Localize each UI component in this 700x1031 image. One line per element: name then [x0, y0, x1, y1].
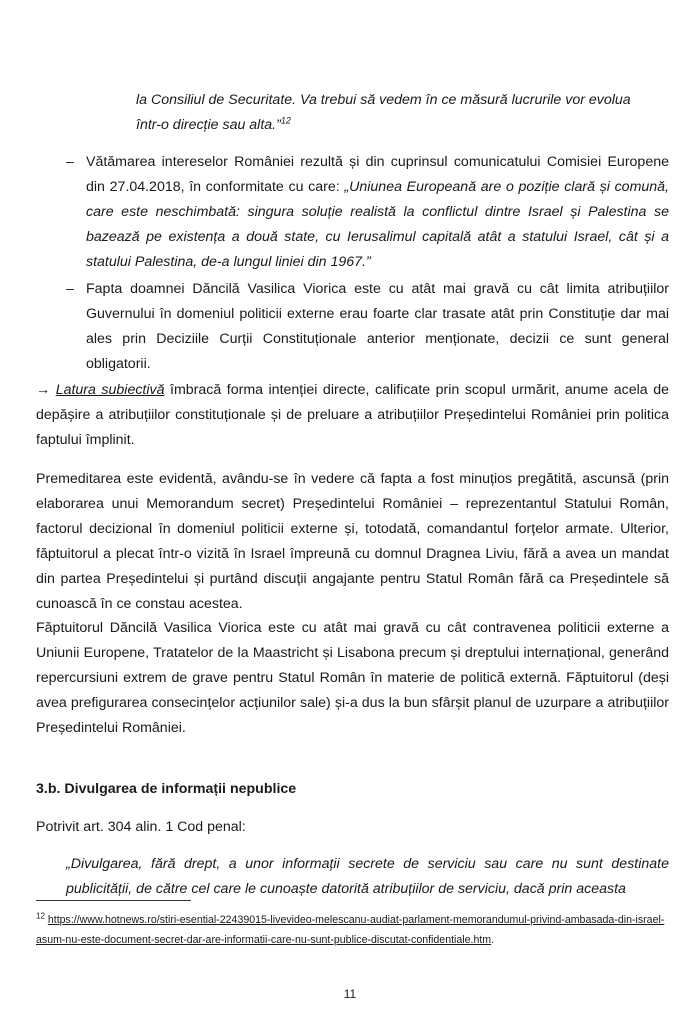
dash-item-text: Fapta doamnei Dăncilă Vasilica Viorica este cu atât mai gravă cu cât limita atribuțiilor Guvernului în domeniul politicii externe erau foarte clar trasate atât prin Constituție dar mai ales prin Deciziile Curții Constituționale anterior menționate, decizii ce sunt general obligatorii.	[86, 281, 669, 372]
dash-item-text: Vătămarea intereselor României rezultă și din cuprinsul comunicatului Comisiei Europene din 27.04.2018, în conformitate cu care:	[86, 154, 669, 195]
quote-line-1: la Consiliul de Securitate. Va trebui să vedem în ce măsură lucrurile vor evolua	[136, 92, 631, 108]
paragraph-latura-subiectiva	[36, 378, 669, 453]
footnote-separator	[36, 900, 191, 901]
article-reference: Potrivit art. 304 alin. 1 Cod penal:	[36, 819, 246, 835]
footnote-link[interactable]: https://www.hotnews.ro/stiri-esential-22439015-livevideo-melescanu-audiat-parlament-memorandumul-privind-ambasada-din-israel-asum-nu-este-document-secret-dar-are-informatii-care-nu-sunt-publice-discutat-confidentiale.htm	[36, 914, 665, 946]
quote-continuation	[136, 88, 669, 138]
quote-line-2: într-o direcție sau alta.”	[136, 117, 281, 133]
dash-item-comisia	[66, 150, 669, 275]
dash-item-quote: „Uniunea Europeană are o poziție clară și comună, care este neschimbată: singura soluție realistă la conflictul dintre Israel și Palestina se bazează pe existența a două state, cu Ierusalimul capitală atât a statului Israel, cât și a statului Palestina, de-a lungul liniei din 1967.”	[86, 179, 669, 270]
latura-subiectiva-text: îmbracă forma intenției directe, calificate prin scopul urmărit, anume acela de depășire a atribuțiilor constituționale și de preluare a atribuțiilor Președintelui României prin politica faptului împlinit.	[36, 382, 669, 448]
dash-marker: –	[66, 281, 74, 297]
latura-subiectiva-label: Latura subiectivă	[55, 382, 165, 398]
paragraph-premeditarea: Premeditarea este evidentă, avându-se în vedere că fapta a fost minuțios pregătită, ascunsă (prin elaborarea unui Memorandum secret) Președintelui României – reprezentantul Statului Român, factorul decizional în domeniul politicii externe și, totodată, comandantul forțelor armate. Ulterior, făptuitorul a plecat într-o vizită în Israel împreună cu domnul Dragnea Liviu, fără a avea un mandat din partea Președintelui și purtând discuții angajante pentru Statul Român fără ca Președintele să cunoască în ce constau acestea.	[36, 471, 669, 612]
quote-article-304: „Divulgarea, fără drept, a unor informații secrete de serviciu sau care nu sunt destinate publicității, de către cel care le cunoaște datorită atribuțiilor de serviciu, dacă prin aceasta	[66, 856, 669, 897]
arrow-right-icon: →	[36, 382, 51, 398]
section-heading: 3.b. Divulgarea de informații nepublice	[36, 781, 297, 797]
paragraph-faptuitorul: Făptuitorul Dăncilă Vasilica Viorica este cu atât mai gravă cu cât contravenea politicii externe a Uniunii Europene, Tratatelor de la Maastricht și Lisabona precum și dreptului internațional, generând repercursiuni extrem de grave pentru Statul Român în materie de politică externă. Făptuitorul (deși avea prefigurarea consecințelor acțiunilor sale) și-a dus la bun sfârșit planul de uzurpare a atribuțiilor Președintelui României.	[36, 620, 669, 736]
footnote-reference: 12	[280, 115, 291, 126]
footnote	[36, 910, 666, 950]
footnote-number: 12	[36, 911, 45, 921]
footnote-trailing: .	[491, 934, 495, 946]
dash-marker: –	[66, 154, 74, 170]
page-number: 11	[343, 987, 357, 1001]
dash-item-fapta	[66, 277, 669, 377]
